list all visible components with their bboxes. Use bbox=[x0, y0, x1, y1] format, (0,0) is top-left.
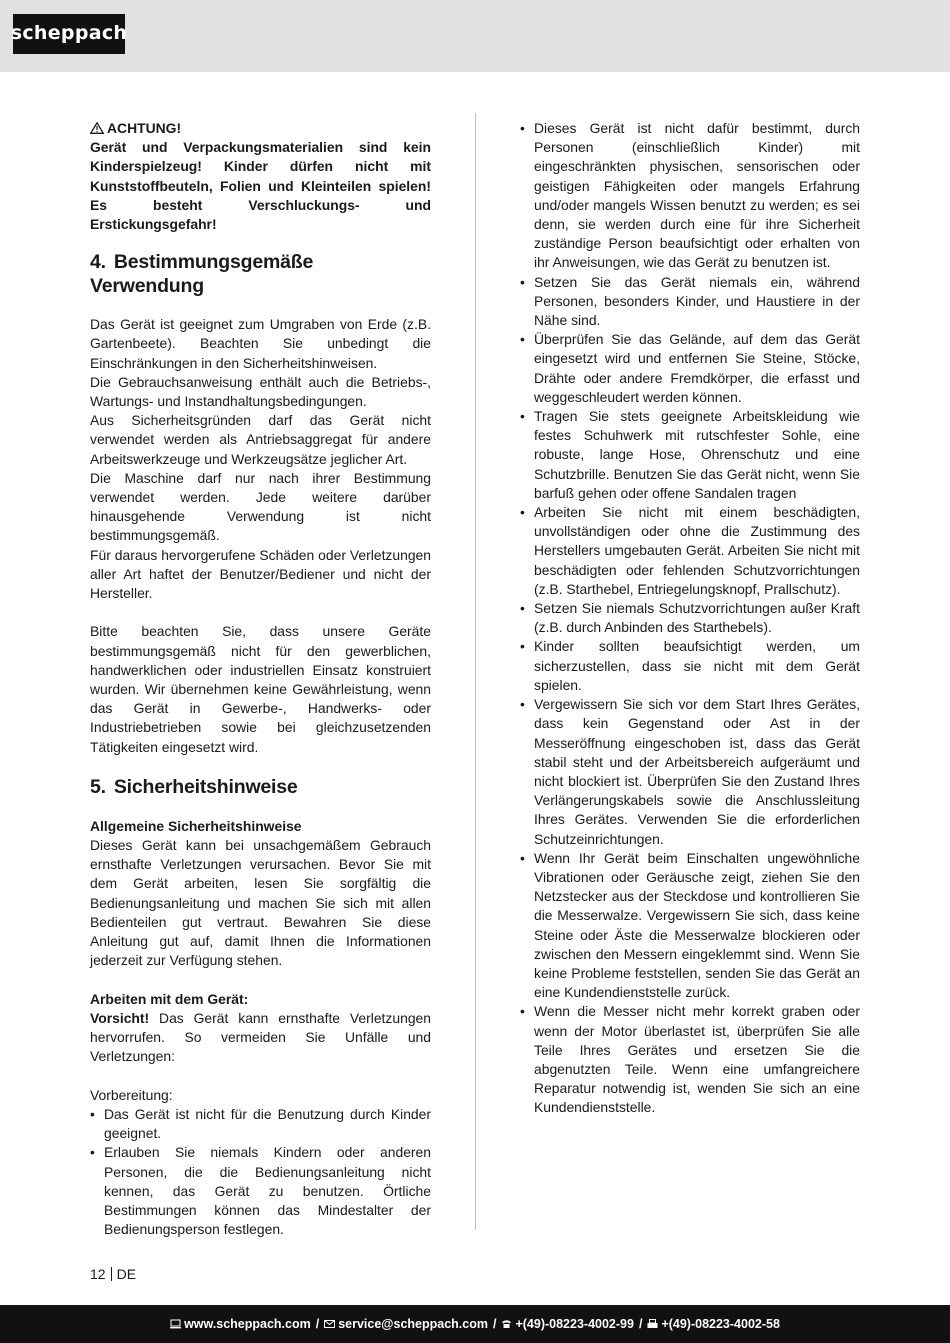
bullet-icon: • bbox=[520, 849, 525, 866]
right-column bbox=[520, 119, 860, 1118]
section-4-paragraph: Aus Sicherheitsgründen darf das Gerät nicht verwendet werden als Antriebsaggregat für andere Arbeitswerkzeuge und Werkzeugsätze jeglicher Art. bbox=[90, 412, 431, 467]
list-item bbox=[520, 849, 860, 1003]
bullet-icon: • bbox=[90, 1105, 95, 1122]
list-item bbox=[520, 695, 860, 849]
bullet-icon: • bbox=[520, 273, 525, 290]
general-safety-heading: Allgemeine Sicherheitshinweise bbox=[90, 817, 302, 834]
bullet-icon: • bbox=[520, 331, 525, 348]
footer-website[interactable]: www.scheppach.com bbox=[184, 1317, 311, 1331]
footer-separator: / bbox=[638, 1317, 643, 1331]
bullet-icon: • bbox=[520, 638, 525, 655]
list-item bbox=[90, 1143, 431, 1239]
bullet-icon: • bbox=[520, 120, 525, 136]
warning-heading bbox=[90, 119, 431, 138]
section-4-number: 4. bbox=[90, 251, 106, 274]
list-item bbox=[520, 330, 860, 407]
safety-list bbox=[520, 119, 860, 1118]
scheppach-logo: scheppach bbox=[13, 14, 125, 54]
list-item-text: Dieses Gerät ist nicht dafür bestimmt, durch Personen (einschließlich Kinder) mit eingeschränkten physischen, sensorischen oder geistigen Fähigkeiten oder mangels Erfahrung und/oder mangels Wissen benutzt zu werden; es sei denn, sie werden durch eine für ihre Sicherheit zuständige Person beaufsichtigt oder erhalten von ihr Anweisungen, wie das Gerät zu benutzen ist. bbox=[534, 120, 860, 271]
computer-icon bbox=[170, 1319, 181, 1329]
section-5-number: 5. bbox=[90, 775, 106, 798]
page-language: DE bbox=[116, 1266, 137, 1282]
phone-icon bbox=[501, 1319, 512, 1329]
section-4-paragraph: Die Maschine darf nur nach ihrer Bestimmung verwendet werden. Jede weitere darüber hinausgehende Verwendung ist nicht bestimmungsgemäß. bbox=[90, 469, 431, 544]
list-item-text: Wenn Ihr Gerät beim Einschalten ungewöhnliche Vibrationen oder Geräusche zeigt, ziehen Sie den Netzstecker aus der Steckdose und kontrollieren Sie die Messerwalze. Vergewissern Sie sich, dass keine Steine oder Äste die Messerwalze blockieren oder zwischen den Messern eingeklemmt sind. Wenn Sie keine Probleme feststellen, senden Sie das Gerät an eine Kundendienststelle zurück. bbox=[534, 849, 860, 1001]
list-item-text: Vergewissern Sie sich vor dem Start Ihres Gerätes, dass kein Gegenstand oder Ast in der Messeröffnung eingeschoben ist, dass das Gerät stabil steht und der Arbeitsbereich aufgeräumt und nicht blockiert ist. Überprüfen Sie den Zustand Ihres Verlängerungskabels sowie die Anschlussleitung Ihres Gerätes. Verwenden Sie die erforderlichen Schutzeinrichtungen. bbox=[534, 696, 860, 847]
list-item-text: Wenn die Messer nicht mehr korrekt graben oder wenn der Motor überlastet ist, überprüfen Sie alle Teile Ihres Gerätes und ersetzen Sie die abgenutzten Teile. Wenn eine umfangreichere Reparatur notwendig ist, wenden Sie sich an eine Kundendienststelle. bbox=[534, 1003, 860, 1116]
list-item bbox=[520, 503, 860, 599]
list-item-text: Tragen Sie stets geeignete Arbeitskleidung wie festes Schuhwerk mit rutschfester Sohle, eine robuste, lange Hose, Ohrenschutz und eine Schutzbrille. Benutzen Sie das Gerät nicht, wenn Sie barfuß gehen oder offene Sandalen tragen bbox=[534, 408, 860, 501]
list-item bbox=[90, 1105, 431, 1143]
left-column bbox=[90, 119, 431, 1239]
warning-triangle-icon bbox=[90, 122, 104, 134]
fax-icon bbox=[647, 1319, 658, 1329]
spacer bbox=[90, 603, 431, 622]
list-item bbox=[520, 407, 860, 503]
footer-phone[interactable]: +(49)-08223-4002-99 bbox=[515, 1317, 634, 1331]
page-separator bbox=[111, 1267, 112, 1281]
preparation-list bbox=[90, 1105, 431, 1239]
section-4-paragraph: Für daraus hervorgerufene Schäden oder Verletzungen aller Art haftet der Benutzer/Bediener und nicht der Hersteller. bbox=[90, 546, 431, 602]
bullet-icon: • bbox=[520, 600, 525, 617]
list-item-text: Erlauben Sie niemals Kindern oder anderen Personen, die die Bedienungsanleitung nicht kennen, das Gerät zu benutzen. Örtliche Bestimmungen können das Mindestalter der Bedienungsperson festlegen. bbox=[104, 1144, 431, 1238]
bullet-icon: • bbox=[520, 504, 525, 521]
list-item-text: Arbeiten Sie nicht mit einem beschädigten, unvollständigen oder ohne die Zustimmung des Herstellers umgebauten Gerät. Arbeiten Sie nicht mit beschädigten oder fehlenden Schutzvorrichtungen (z.B. Starthebel, Entriegelungsknopf, Prallschutz). bbox=[534, 504, 860, 597]
column-divider bbox=[475, 113, 476, 1230]
list-item bbox=[520, 599, 860, 637]
list-item-text: Überprüfen Sie das Gelände, auf dem das Gerät eingesetzt wird und entfernen Sie Steine, Stöcke, Drähte oder andere Fremdkörper, die erfasst und weggeschleudert werden können. bbox=[534, 331, 860, 405]
page-footer bbox=[0, 1305, 950, 1343]
warning-body: Gerät und Verpackungsmaterialien sind kein Kinderspielzeug! Kinder dürfen nicht mit Kunststoffbeuteln, Folien und Kleinteilen spielen! Es besteht Verschluckungs- und Erstickungsgefahr! bbox=[90, 139, 431, 233]
page-header bbox=[0, 0, 950, 72]
section-5-title: Sicherheitshinweise bbox=[113, 775, 298, 798]
list-item bbox=[520, 273, 860, 331]
list-item-text: Das Gerät ist nicht für die Benutzung durch Kinder geeignet. bbox=[104, 1105, 431, 1142]
list-item bbox=[520, 1002, 860, 1117]
list-item-text: Kinder sollten beaufsichtigt werden, um sicherzustellen, dass sie nicht mit dem Gerät spielen. bbox=[534, 638, 860, 693]
envelope-icon bbox=[324, 1319, 335, 1329]
list-item bbox=[520, 119, 860, 273]
list-item-text: Setzen Sie niemals Schutzvorrichtungen außer Kraft (z.B. durch Anbinden des Starthebels). bbox=[534, 600, 860, 636]
footer-fax[interactable]: +(49)-08223-4002-58 bbox=[661, 1317, 780, 1331]
section-4-paragraph: Die Gebrauchsanweisung enthält auch die Betriebs-, Wartungs- und Instandhaltungsbedingungen. bbox=[90, 373, 431, 410]
section-5-heading bbox=[90, 775, 431, 799]
caution-label: Vorsicht! bbox=[90, 1009, 150, 1026]
section-4-heading bbox=[90, 250, 431, 298]
section-4-paragraph: Bitte beachten Sie, dass unsere Geräte bestimmungsgemäß nicht für den gewerblichen, handwerklichen oder industriellen Einsatz konstruiert wurden. Wir übernehmen keine Gewährleistung, wenn das Gerät in Gewerbe-, Handwerks- oder Industriebetrieben sowie bei gleichzusetzenden Tätigkeiten eingesetzt wird. bbox=[90, 623, 431, 755]
general-safety-body: Dieses Gerät kann bei unsachgemäßem Gebrauch ernsthafte Verletzungen verursachen. Bevor Sie mit dem Gerät arbeiten, lesen Sie sorgfältig die Bedienungsanleitung und machen Sie sich mit allen Bedienteilen gut vertraut. Bewahren Sie diese Anleitung gut auf, damit Ihnen die Informationen jederzeit zur Verfügung stehen. bbox=[90, 837, 431, 969]
page-number-value: 12 bbox=[90, 1266, 106, 1282]
spacer bbox=[90, 1067, 431, 1086]
spacer bbox=[90, 971, 431, 990]
warning-title: ACHTUNG! bbox=[107, 120, 182, 136]
section-4-title: Bestimmungsgemäße Verwendung bbox=[90, 251, 314, 298]
list-item-text: Setzen Sie das Gerät niemals ein, während Personen, besonders Kinder, und Haustiere in der Nähe sind. bbox=[534, 273, 860, 329]
caution-paragraph bbox=[90, 1009, 431, 1067]
footer-email[interactable]: service@scheppach.com bbox=[338, 1317, 488, 1331]
section-4-paragraph: Das Gerät ist geeignet zum Umgraben von Erde (z.B. Gartenbeete). Beachten Sie unbedingt die Einschränkungen in den Sicherheitshinweisen. bbox=[90, 316, 431, 371]
preparation-label: Vorbereitung: bbox=[90, 1086, 173, 1103]
list-item bbox=[520, 637, 860, 695]
footer-separator: / bbox=[492, 1317, 497, 1331]
working-heading: Arbeiten mit dem Gerät: bbox=[90, 990, 249, 1007]
bullet-icon: • bbox=[520, 696, 525, 713]
bullet-icon: • bbox=[90, 1144, 95, 1161]
bullet-icon: • bbox=[520, 408, 525, 425]
caution-body: Das Gerät kann ernsthafte Verletzungen hervorrufen. So vermeiden Sie Unfälle und Verletzungen: bbox=[90, 1009, 431, 1065]
bullet-icon: • bbox=[520, 1003, 525, 1020]
footer-separator: / bbox=[315, 1317, 320, 1331]
page-number bbox=[90, 1265, 136, 1283]
